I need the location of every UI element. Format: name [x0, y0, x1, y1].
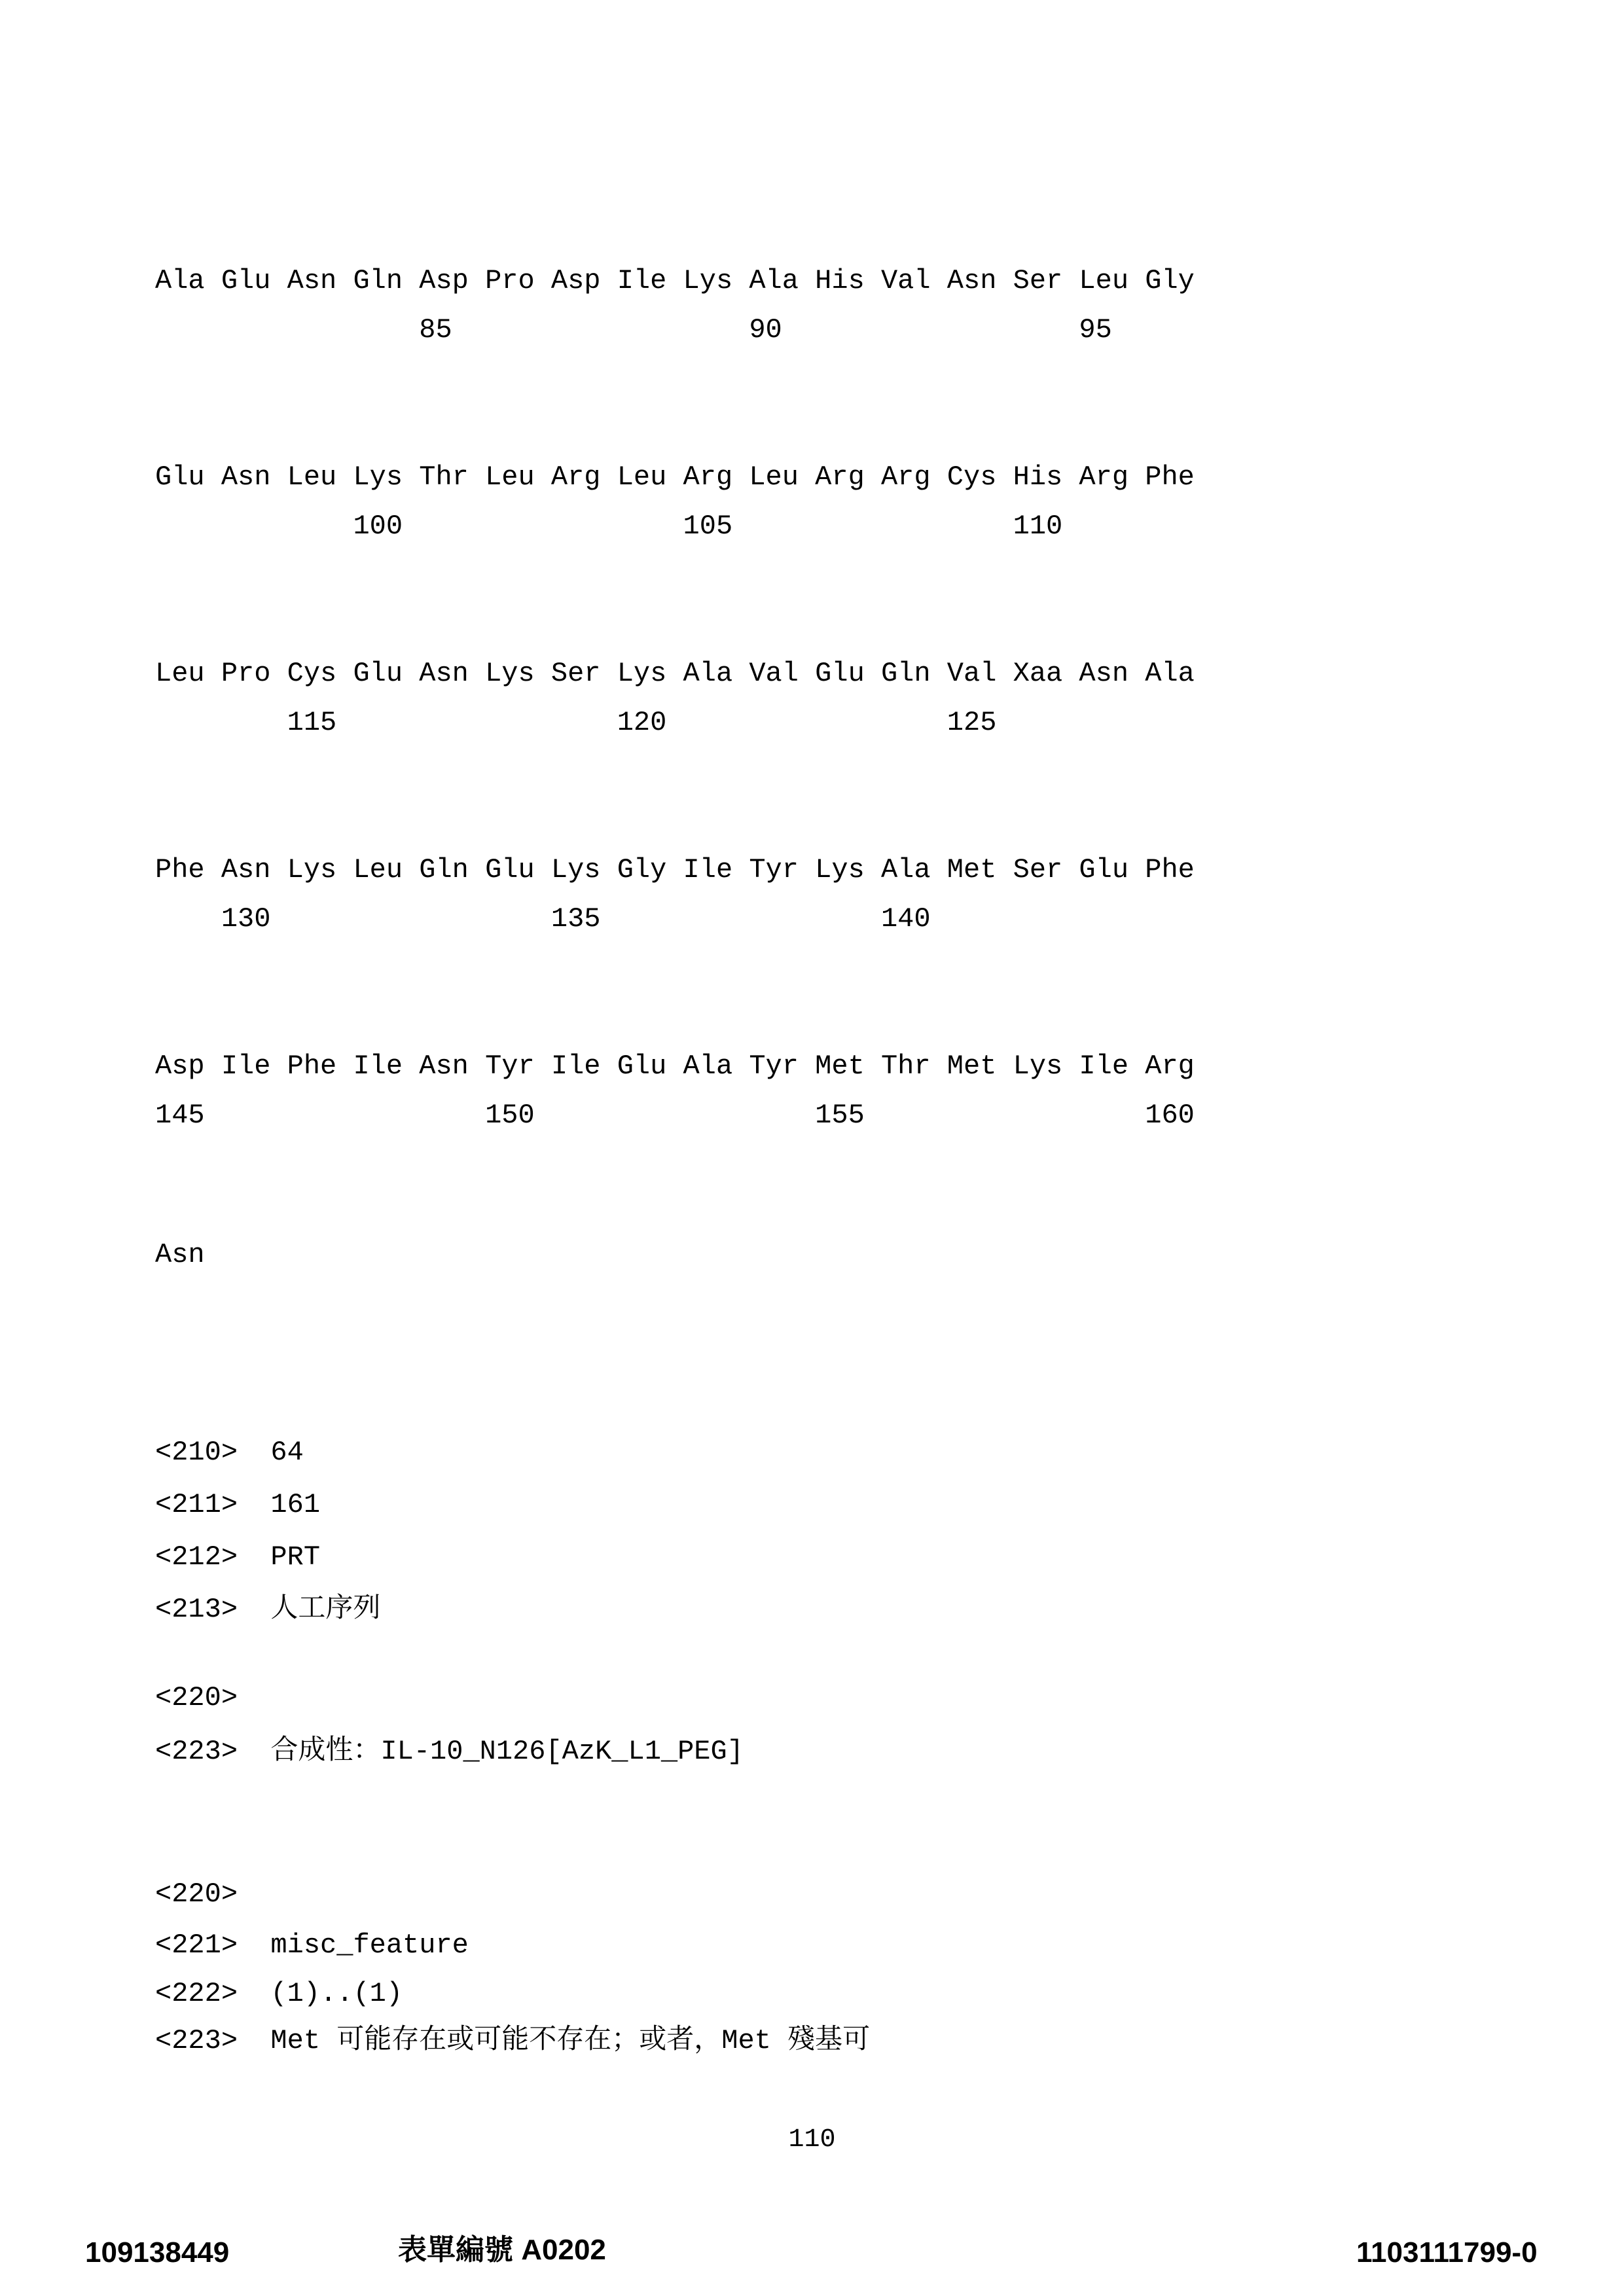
metadata-line-213: <213> 人工序列 — [155, 1594, 381, 1625]
footer-application-number: 109138449 — [85, 2236, 230, 2269]
sequence-position-numbers: 145 150 155 160 — [155, 1100, 1195, 1131]
sequence-block — [155, 463, 1195, 540]
metadata-line-222: <222> (1)..(1) — [155, 1978, 403, 2009]
metadata-line-211: <211> 161 — [155, 1489, 321, 1520]
sequence-residues-line: Leu Pro Cys Glu Asn Lys Ser Lys Ala Val Glu Gln Val Xaa Asn Ala — [155, 658, 1195, 689]
sequence-residues-line: Phe Asn Lys Leu Gln Glu Lys Gly Ile Tyr Lys Ala Met Ser Glu Phe — [155, 854, 1195, 886]
sequence-position-numbers: 115 120 125 — [155, 707, 997, 738]
metadata-line-212: <212> PRT — [155, 1541, 321, 1573]
metadata-line-220: <220> — [155, 1682, 238, 1713]
sequence-block — [155, 660, 1195, 736]
sequence-position-numbers: 100 105 110 — [155, 511, 1063, 542]
sequence-position-numbers: 85 90 95 — [155, 314, 1112, 346]
sequence-block — [155, 1052, 1195, 1129]
sequence-residues-line: Ala Glu Asn Gln Asp Pro Asp Ile Lys Ala His Val Asn Ser Leu Gly — [155, 265, 1195, 296]
metadata-line-221: <221> misc_feature — [155, 1929, 469, 1961]
footer-document-number: 1103111799-0 — [1356, 2236, 1538, 2269]
sequence-tail-residue: Asn — [155, 1239, 205, 1270]
footer-form-label: 表單編號 A0202 — [398, 2234, 606, 2266]
sequence-position-numbers: 130 135 140 — [155, 903, 931, 935]
metadata-line-223: <223> 合成性：IL-10_N126[AzK_L1_PEG] — [155, 1736, 744, 1767]
sequence-block — [155, 856, 1195, 933]
sequence-block — [155, 267, 1195, 344]
metadata-line-210: <210> 64 — [155, 1437, 304, 1468]
sequence-residues-line: Glu Asn Leu Lys Thr Leu Arg Leu Arg Leu Arg Arg Cys His Arg Phe — [155, 461, 1195, 493]
metadata-line-220b: <220> — [155, 1878, 238, 1910]
page-number: 110 — [788, 2125, 836, 2155]
sequence-residues-line: Asp Ile Phe Ile Asn Tyr Ile Glu Ala Tyr Met Thr Met Lys Ile Arg — [155, 1050, 1195, 1082]
metadata-line-223b: <223> Met 可能存在或可能不存在；或者，Met 殘基可 — [155, 2025, 871, 2056]
